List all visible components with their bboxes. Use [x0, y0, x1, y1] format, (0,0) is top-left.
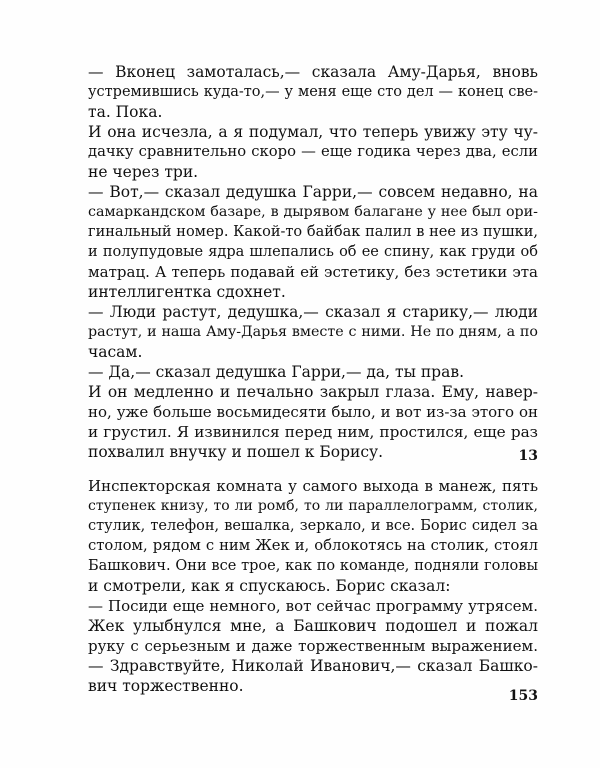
text-line: та. Пока.: [88, 103, 163, 121]
text-line: гинальный номер. Какой-то байбак палил в нее из пушки,: [88, 224, 538, 240]
text-line: И она исчезла, а я подумал, что теперь увижу эту чу-: [88, 123, 538, 141]
text-line: и полупудовые ядра шлепались об ее спину, как груди об: [88, 244, 538, 260]
text-section-2: [88, 476, 538, 696]
text-line: матрац. А теперь подавай ей эстетику, без эстетики эта: [88, 263, 538, 281]
text-line: стулик, телефон, вешалка, зеркало, и все. Борис сидел за: [88, 518, 538, 534]
chapter-number: 13: [518, 448, 538, 464]
text-line: Инспекторская комната у самого выхода в манеж, пять: [88, 477, 538, 495]
text-line: — Вконец замоталась,— сказала Аму-Дарья, вновь: [88, 63, 538, 81]
text-line: И он медленно и печально закрыл глаза. Ему, навер-: [88, 383, 538, 401]
text-line: — Люди растут, дедушка,— сказал я старику,— люди: [88, 303, 538, 321]
page-number: 153: [508, 688, 538, 704]
text-line: устремившись куда-то,— у меня еще сто дел — конец све-: [88, 84, 538, 100]
text-line: — Вот,— сказал дедушка Гарри,— совсем недавно, на: [88, 183, 538, 201]
text-line: и смотрели, как я спускаюсь. Борис сказал:: [88, 577, 451, 595]
text-section-1: [88, 62, 538, 462]
text-line: растут, и наша Аму-Дарья вместе с ними. Не по дням, а по: [88, 324, 538, 340]
text-line: Башкович. Они все трое, как по команде, подняли головы: [88, 558, 538, 574]
text-line: не через три.: [88, 163, 199, 181]
text-line: столом, рядом с ним Жек и, облокотясь на столик, стоял: [88, 537, 538, 554]
text-line: — Здравствуйте, Николай Иванович,— сказал Башко-: [88, 657, 538, 675]
text-line: похвалил внучку и пошел к Борису.: [88, 443, 384, 461]
text-line: — Да,— сказал дедушка Гарри,— да, ты прав.: [88, 363, 465, 381]
text-line: самаркандском базаре, в дырявом балагане у нее был ори-: [88, 204, 538, 220]
text-line: интеллигентка сдохнет.: [88, 283, 286, 301]
text-line: Жек улыбнулся мне, а Башкович подошел и пожал: [88, 617, 538, 635]
text-line: — Посиди еще немного, вот сейчас программу утрясем.: [88, 597, 538, 615]
text-line: часам.: [88, 343, 143, 361]
text-line: руку с серьезным и даже торжественным выражением.: [88, 637, 538, 655]
text-line: ступенек книзу, то ли ромб, то ли параллелограмм, столик,: [88, 498, 538, 514]
text-line: и грустил. Я извинился перед ним, простился, еще раз: [88, 423, 538, 441]
text-line: дачку сравнительно скоро — еще годика через два, если: [88, 143, 538, 160]
text-line: вич торжественно.: [88, 677, 244, 695]
text-line: но, уже больше восьмидесяти было, и вот из-за этого он: [88, 403, 538, 421]
